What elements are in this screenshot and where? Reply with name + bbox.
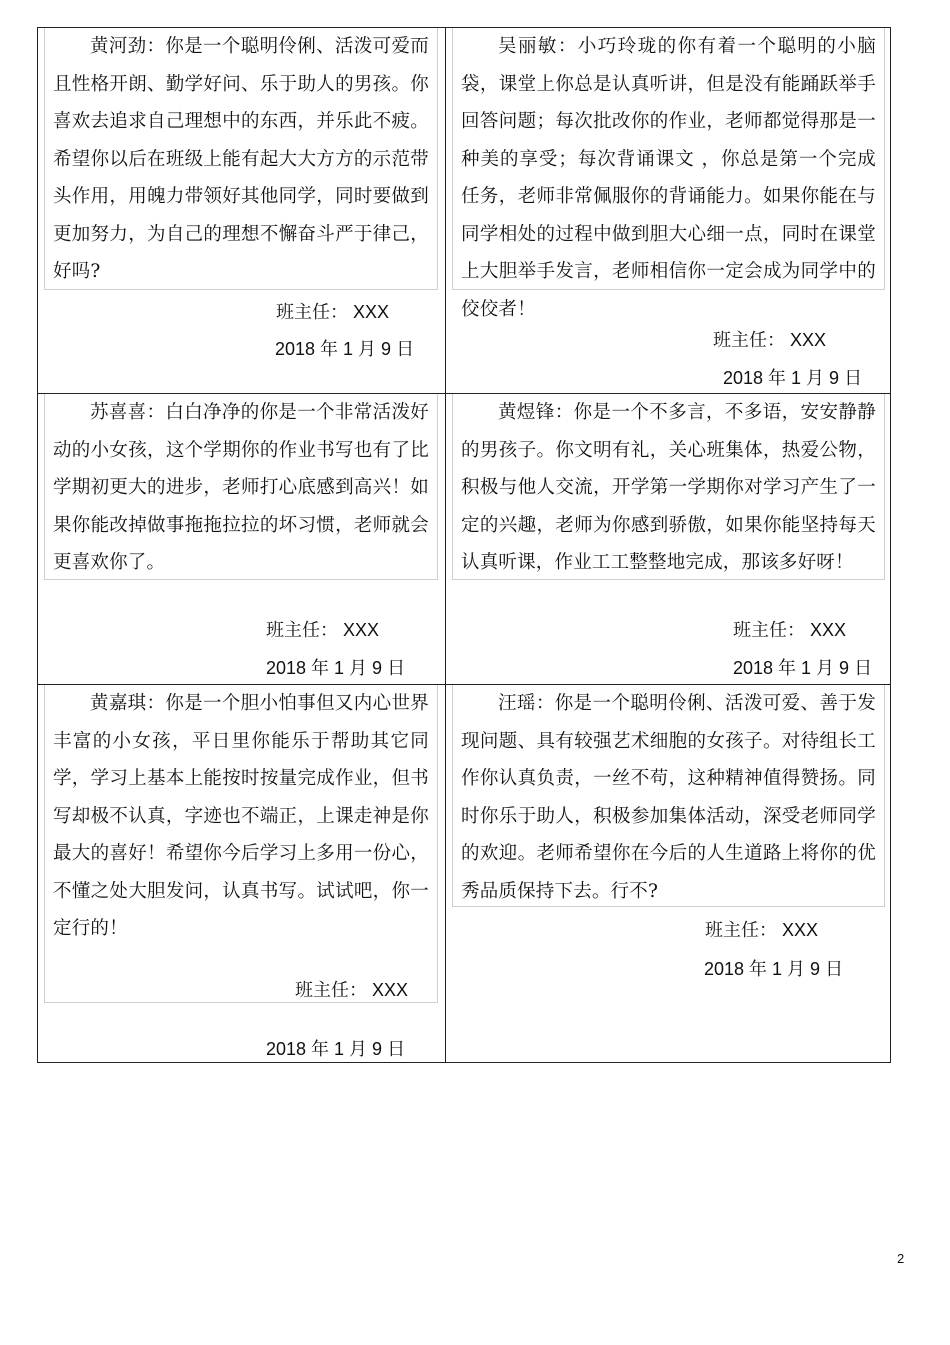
teacher-signature: 班主任： XXX	[295, 980, 409, 1000]
comment-card	[446, 28, 892, 393]
comment-text: 黄煜锋：你是一个不多言，不多语，安安静静的男孩子。你文明有礼，关心班集体，热爱公物，积极与他人交流，开学第一学期你对学习产生了一定的兴趣，老师为你感到骄傲，如果你能坚持每天认真听课，作业工工整整地完成，那该多好呀！	[461, 402, 876, 573]
teacher-signature: 班主任： XXX	[733, 620, 847, 640]
comment-date: 2018 年 1 月 9 日	[266, 658, 406, 678]
comment-text: 吴丽敏：小巧玲珑的你有着一个聪明的小脑袋，课堂上你总是认真听讲，但是没有能踊跃举手回答问题；每次批改你的作业，老师都觉得那是一种美的享受；每次背诵课文 ，你总是第一个完成任务，老师非常佩服你的背诵能力。如果你能在与同学相处的过程中做到胆大心细一点，同时在课堂上大胆举手发言，老师相信你一定会成为同学中的佼佼者！	[461, 36, 876, 320]
comment-text: 黄嘉琪：你是一个胆小怕事但又内心世界丰富的小女孩，平日里你能乐于帮助其它同学，学习上基本上能按时按量完成作业，但书写却极不认真，字迹也不端正，上课走神是你最大的喜好！希望你今后学习上多用一份心，不懂之处大胆发问，认真书写。试试吧，你一定行的！	[53, 693, 429, 939]
comment-text: 苏喜喜：白白净净的你是一个非常活泼好动的小女孩，这个学期你的作业书写也有了比学期初更大的进步，老师打心底感到高兴！如果你能改掉做事拖拖拉拉的坏习惯，老师就会更喜欢你了。	[53, 402, 429, 573]
comment-date: 2018 年 1 月 9 日	[723, 368, 863, 388]
comment-grid	[37, 27, 891, 1063]
teacher-signature: 班主任： XXX	[713, 330, 827, 350]
comment-text: 汪瑶：你是一个聪明伶俐、活泼可爱、善于发现问题、具有较强艺术细胞的女孩子。对待组长工作你认真负责，一丝不苟，这种精神值得赞扬。同时你乐于助人，积极参加集体活动，深受老师同学的欢迎。老师希望你在今后的人生道路上将你的优秀品质保持下去。行不?	[461, 693, 876, 902]
comment-date: 2018 年 1 月 9 日	[733, 658, 873, 678]
teacher-signature: 班主任： XXX	[266, 620, 380, 640]
comment-card	[38, 685, 445, 1064]
comment-date: 2018 年 1 月 9 日	[275, 339, 415, 359]
comment-card	[38, 394, 445, 684]
comment-date: 2018 年 1 月 9 日	[266, 1039, 406, 1059]
comment-card	[446, 394, 892, 684]
comment-text: 黄河劲：你是一个聪明伶俐、活泼可爱而且性格开朗、勤学好问、乐于助人的男孩。你喜欢去追求自己理想中的东西，并乐此不疲。希望你以后在班级上能有起大大方方的示范带头作用，用魄力带领好其他同学，同时要做到更加努力，为自己的理想不懈奋斗严于律己，好吗?	[53, 36, 429, 282]
comment-date: 2018 年 1 月 9 日	[704, 959, 844, 979]
page-number: 2	[897, 1251, 905, 1266]
teacher-signature: 班主任： XXX	[276, 302, 390, 322]
teacher-signature: 班主任： XXX	[705, 920, 819, 940]
comment-card	[38, 28, 445, 393]
comment-card	[446, 685, 892, 1064]
